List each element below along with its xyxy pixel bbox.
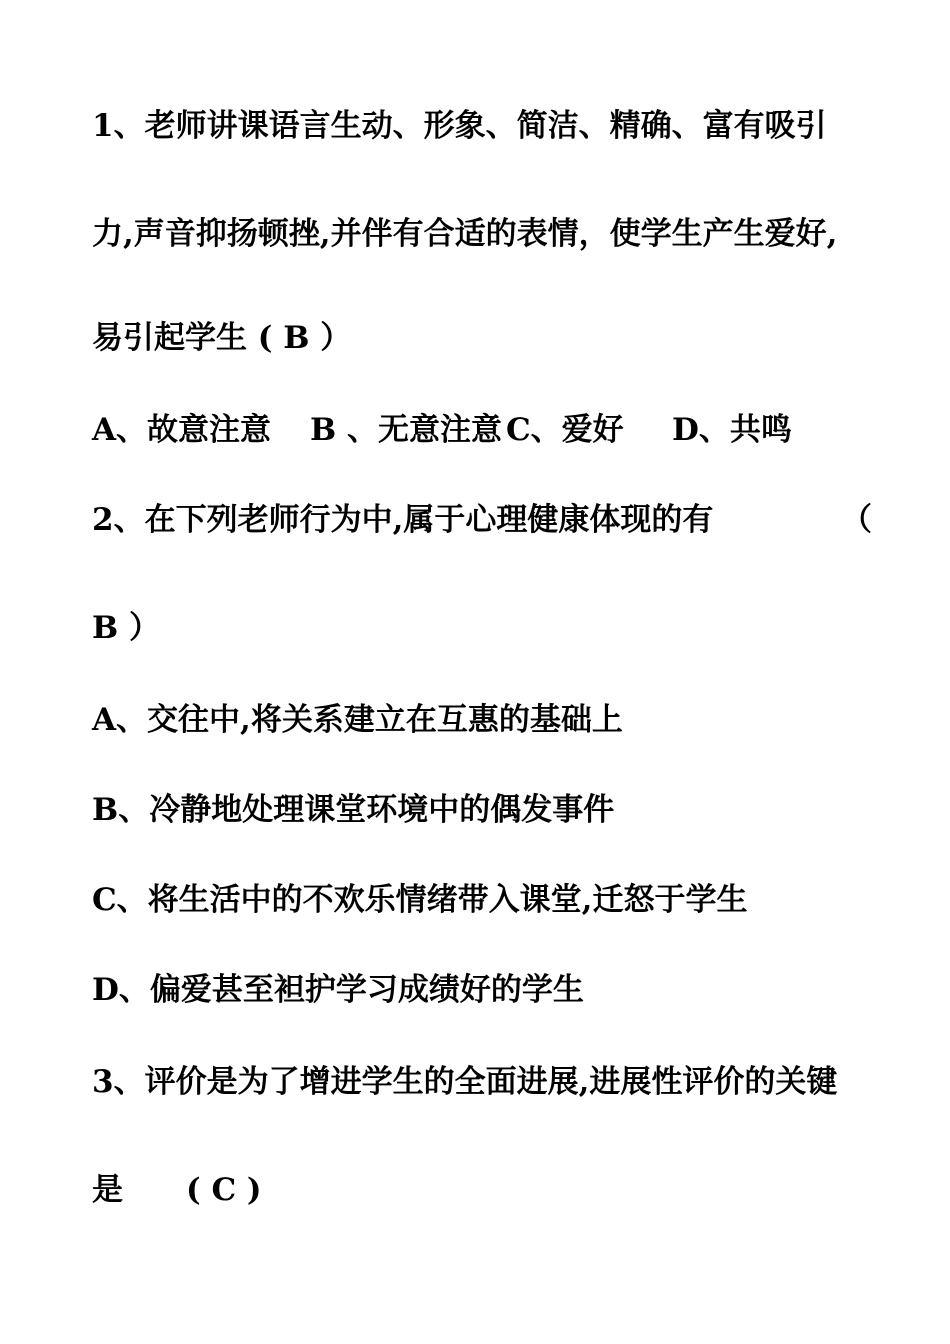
q3-line-2	[92, 1170, 872, 1210]
q1-line-3: 易引起学生 ( B ）	[92, 320, 352, 356]
q2-line-1	[92, 500, 872, 540]
q2-option-d: D、偏爱甚至袒护学习成绩好的学生	[92, 972, 584, 1008]
q1-line-1: 1、老师讲课语言生动、形象、简洁、精确、富有吸引	[92, 108, 827, 144]
q2-question-text: 2、在下列老师行为中,属于心理健康体现的有	[92, 502, 714, 538]
q2-option-b: B、冷静地处理课堂环境中的偶发事件	[92, 792, 615, 828]
q3-answer: ( C )	[186, 1172, 262, 1208]
q1-line-2: 力,声音抑扬顿挫,并伴有合适的表情，使学生产生爱好,	[92, 216, 838, 252]
q3-line-2-start: 是	[92, 1172, 123, 1208]
q1-option-b: B 、无意注意	[310, 412, 502, 448]
q2-option-c: C、将生活中的不欢乐情绪带入课堂,迁怒于学生	[92, 882, 748, 918]
q1-option-c: C、爱好	[506, 412, 624, 448]
q1-options	[92, 410, 872, 450]
q2-line-2: B ）	[92, 610, 160, 646]
q2-option-a: A、交往中,将关系建立在互惠的基础上	[92, 702, 623, 738]
q1-option-a: A、故意注意	[92, 412, 272, 448]
q3-line-1: 3、评价是为了增进学生的全面进展,进展性评价的关键	[92, 1064, 838, 1100]
q2-open-paren: （	[841, 502, 872, 538]
q1-option-d: D、共鸣	[672, 412, 792, 448]
